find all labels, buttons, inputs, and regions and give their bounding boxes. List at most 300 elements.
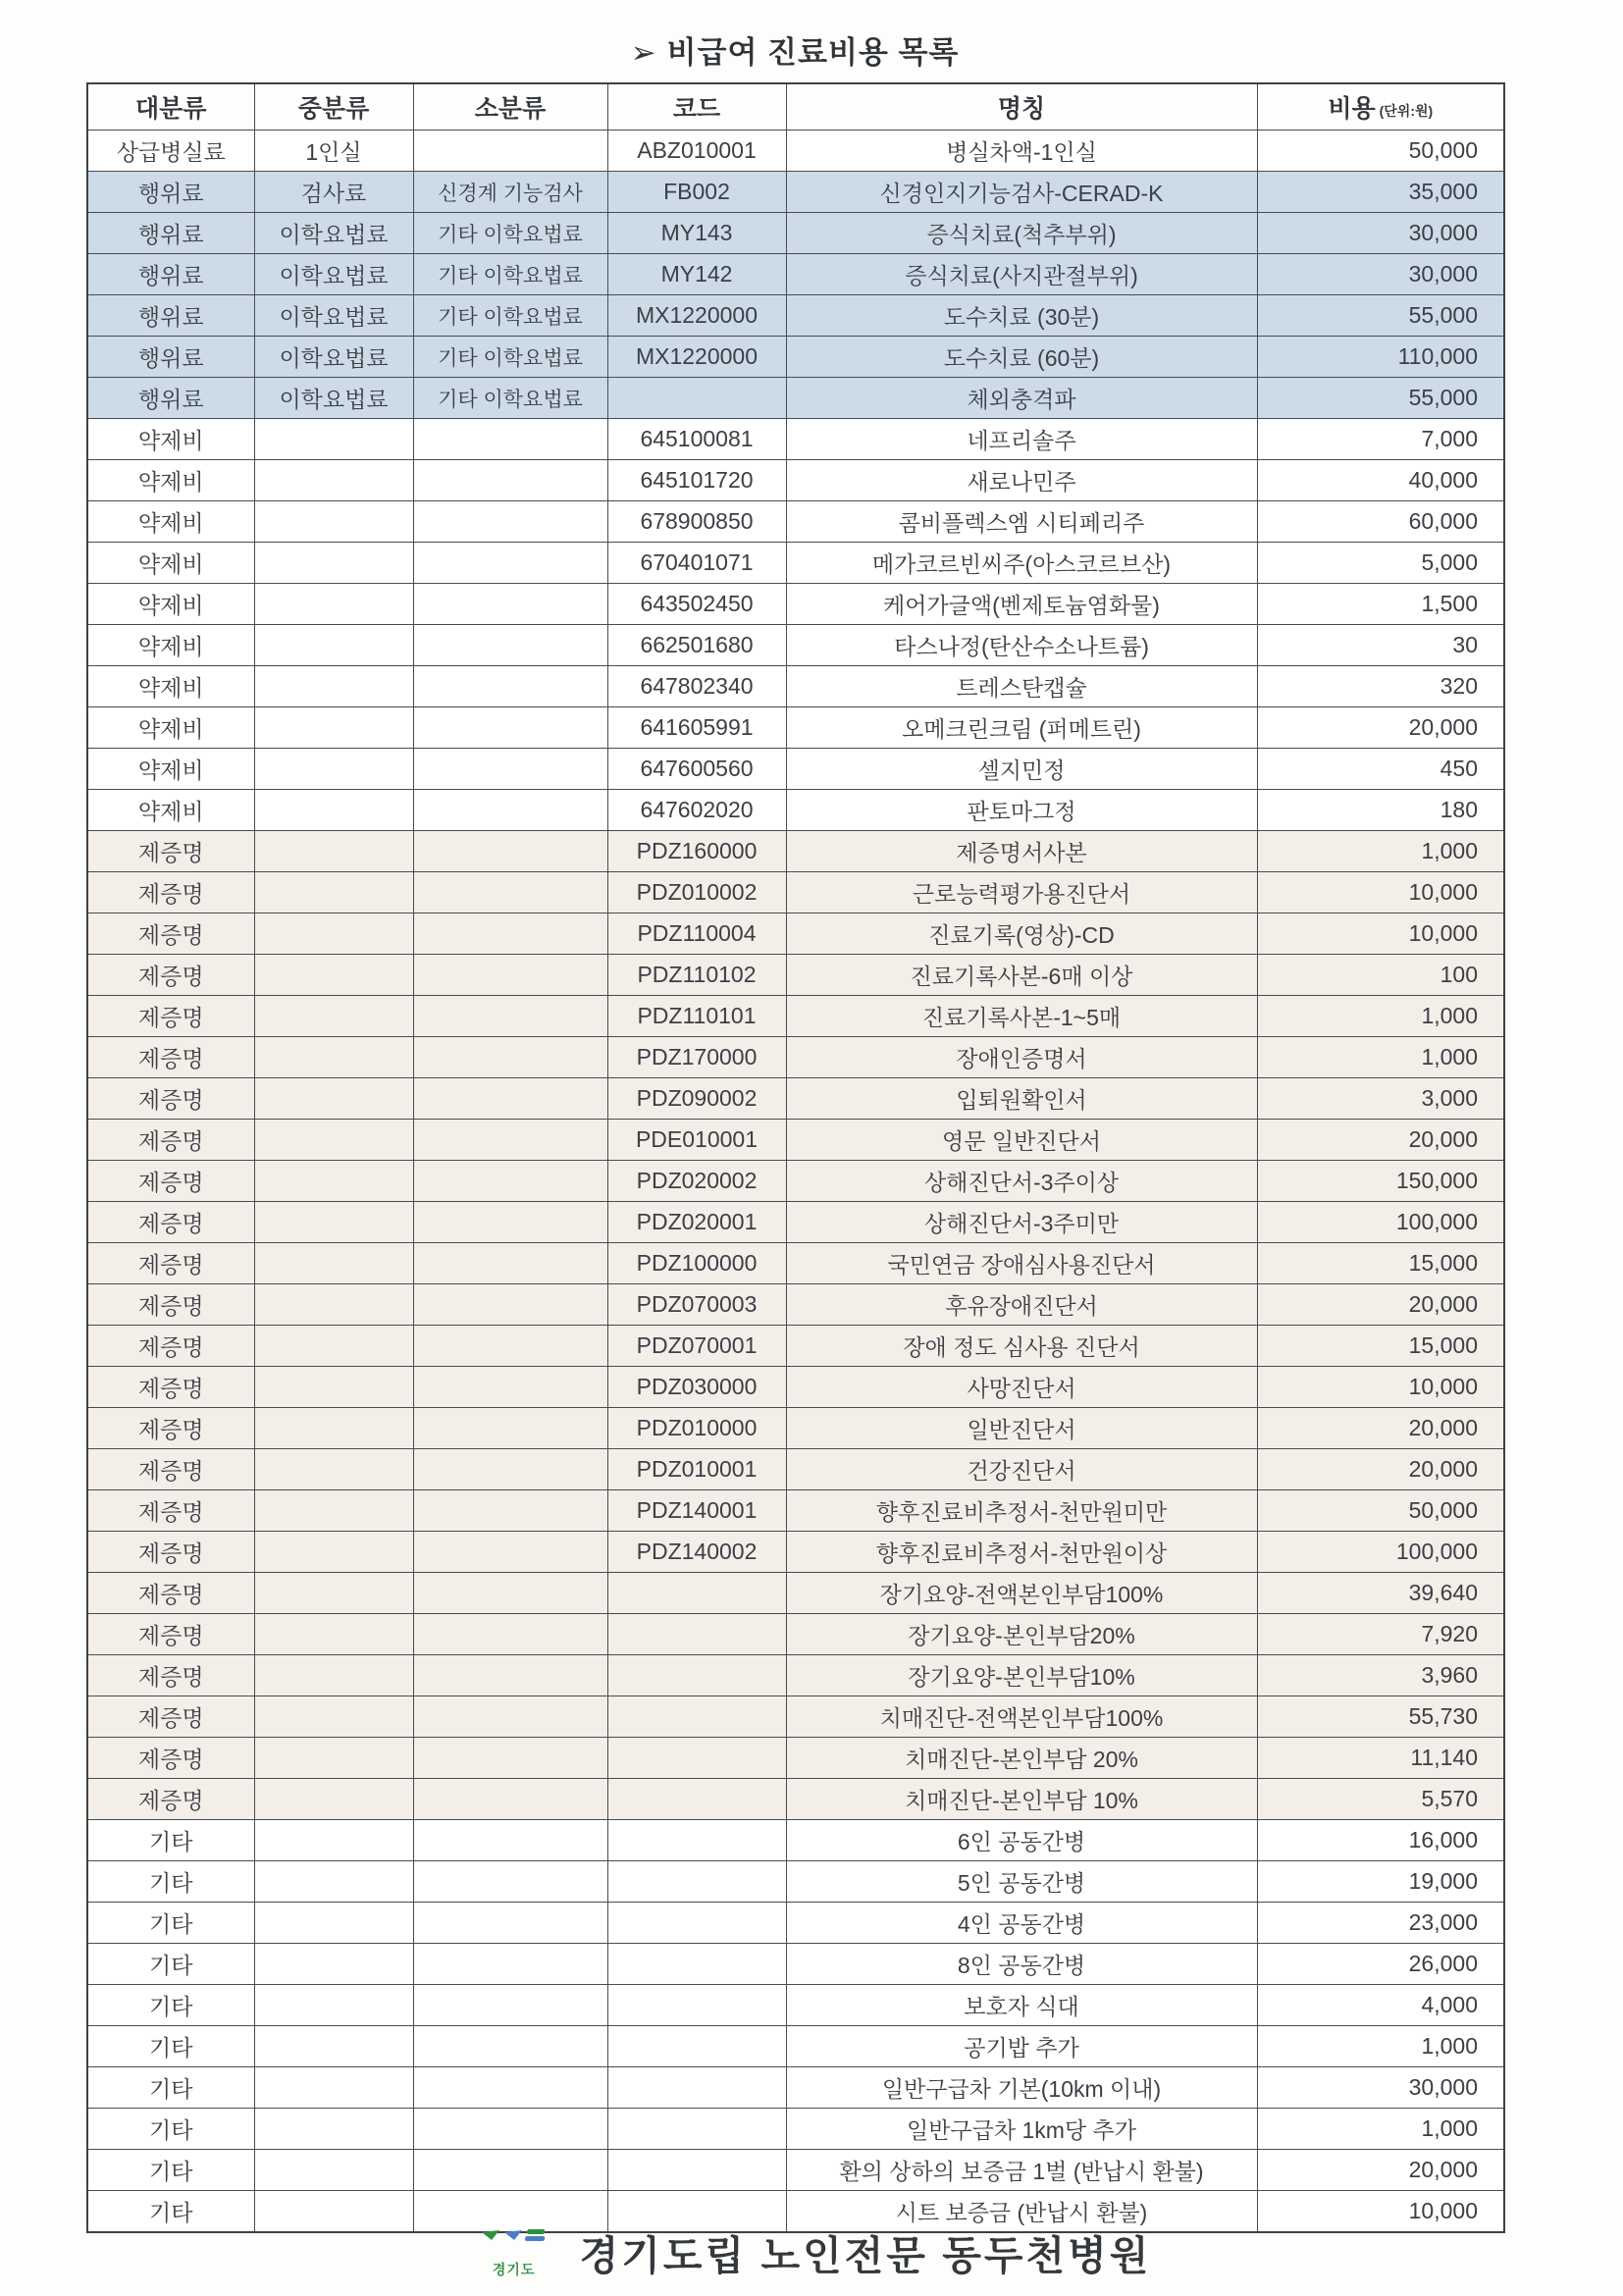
cell-code: PDZ160000 bbox=[607, 831, 786, 872]
table-row bbox=[87, 1284, 1504, 1326]
cell-category-mid bbox=[254, 1779, 413, 1820]
table-row bbox=[87, 831, 1504, 872]
cell-category-mid bbox=[254, 1655, 413, 1696]
page-title bbox=[86, 27, 1503, 72]
cell-cost: 30,000 bbox=[1257, 254, 1504, 295]
cell-category-sub bbox=[413, 1985, 607, 2026]
cell-cost: 7,920 bbox=[1257, 1614, 1504, 1655]
cell-category-major: 약제비 bbox=[87, 666, 254, 707]
cell-name: 병실차액-1인실 bbox=[786, 130, 1257, 172]
cell-code: MX1220000 bbox=[607, 337, 786, 378]
cell-category-mid bbox=[254, 1820, 413, 1861]
cell-category-major: 제증명 bbox=[87, 1573, 254, 1614]
cell-category-major: 제증명 bbox=[87, 831, 254, 872]
cell-category-sub bbox=[413, 913, 607, 955]
cell-name: 6인 공동간병 bbox=[786, 1820, 1257, 1861]
cell-name: 건강진단서 bbox=[786, 1449, 1257, 1490]
cell-category-mid: 이학요법료 bbox=[254, 254, 413, 295]
cell-category-sub bbox=[413, 460, 607, 501]
cell-category-mid bbox=[254, 501, 413, 543]
cell-category-sub: 기타 이학요법료 bbox=[413, 337, 607, 378]
cell-code: ABZ010001 bbox=[607, 130, 786, 172]
cell-category-sub bbox=[413, 1408, 607, 1449]
cell-category-mid: 이학요법료 bbox=[254, 378, 413, 419]
cell-category-mid bbox=[254, 1532, 413, 1573]
cell-category-major: 행위료 bbox=[87, 254, 254, 295]
cell-category-major: 기타 bbox=[87, 2026, 254, 2067]
cell-name: 장애 정도 심사용 진단서 bbox=[786, 1326, 1257, 1367]
cell-category-major: 제증명 bbox=[87, 955, 254, 996]
cell-code bbox=[607, 1614, 786, 1655]
cell-category-mid bbox=[254, 1573, 413, 1614]
cell-cost: 30 bbox=[1257, 625, 1504, 666]
cell-category-major: 제증명 bbox=[87, 1120, 254, 1161]
cell-category-sub bbox=[413, 1078, 607, 1120]
cell-category-major: 기타 bbox=[87, 1944, 254, 1985]
cell-category-mid: 1인실 bbox=[254, 130, 413, 172]
cell-category-sub bbox=[413, 1367, 607, 1408]
cell-category-mid bbox=[254, 2067, 413, 2109]
cell-code: MX1220000 bbox=[607, 295, 786, 337]
table-row bbox=[87, 1573, 1504, 1614]
cell-cost: 1,000 bbox=[1257, 2109, 1504, 2150]
cell-code: 678900850 bbox=[607, 501, 786, 543]
cell-category-major: 약제비 bbox=[87, 707, 254, 749]
cell-category-sub: 신경계 기능검사 bbox=[413, 172, 607, 213]
cell-cost: 11,140 bbox=[1257, 1738, 1504, 1779]
footer bbox=[0, 2223, 1623, 2281]
table-row bbox=[87, 1243, 1504, 1284]
cell-code: 647802340 bbox=[607, 666, 786, 707]
table-row bbox=[87, 337, 1504, 378]
cell-category-sub bbox=[413, 1243, 607, 1284]
table-row bbox=[87, 1655, 1504, 1696]
cell-category-major: 제증명 bbox=[87, 1655, 254, 1696]
cell-category-major: 약제비 bbox=[87, 790, 254, 831]
cell-category-major: 기타 bbox=[87, 1903, 254, 1944]
cell-category-sub bbox=[413, 130, 607, 172]
cell-cost: 30,000 bbox=[1257, 213, 1504, 254]
cell-category-sub bbox=[413, 1820, 607, 1861]
cell-category-sub bbox=[413, 955, 607, 996]
cell-category-mid bbox=[254, 1367, 413, 1408]
cell-cost: 39,640 bbox=[1257, 1573, 1504, 1614]
cell-category-mid: 검사료 bbox=[254, 172, 413, 213]
cell-cost: 110,000 bbox=[1257, 337, 1504, 378]
cell-category-sub bbox=[413, 1037, 607, 1078]
cell-code bbox=[607, 2067, 786, 2109]
table-row bbox=[87, 707, 1504, 749]
cell-code bbox=[607, 1655, 786, 1696]
cell-code bbox=[607, 1944, 786, 1985]
cell-name: 치매진단-본인부담 10% bbox=[786, 1779, 1257, 1820]
cell-code bbox=[607, 2109, 786, 2150]
cell-category-major: 행위료 bbox=[87, 295, 254, 337]
cell-name: 국민연금 장애심사용진단서 bbox=[786, 1243, 1257, 1284]
cell-name: 향후진료비추정서-천만원이상 bbox=[786, 1532, 1257, 1573]
hospital-name: 경기도립 노인전문 동두천병원 bbox=[579, 2233, 1152, 2278]
cell-category-mid bbox=[254, 1078, 413, 1120]
cell-category-mid bbox=[254, 666, 413, 707]
cell-name: 상해진단서-3주이상 bbox=[786, 1161, 1257, 1202]
price-table-body bbox=[87, 130, 1504, 2233]
cell-cost: 20,000 bbox=[1257, 1120, 1504, 1161]
cell-name: 메가코르빈씨주(아스코르브산) bbox=[786, 543, 1257, 584]
header-code: 코드 bbox=[607, 83, 786, 130]
table-row bbox=[87, 1078, 1504, 1120]
cell-code bbox=[607, 1985, 786, 2026]
cell-category-mid bbox=[254, 1490, 413, 1532]
cell-name: 영문 일반진단서 bbox=[786, 1120, 1257, 1161]
cell-code: 645100081 bbox=[607, 419, 786, 460]
cell-name: 도수치료 (30분) bbox=[786, 295, 1257, 337]
cell-category-sub bbox=[413, 1120, 607, 1161]
cell-category-sub bbox=[413, 1284, 607, 1326]
cell-category-mid bbox=[254, 831, 413, 872]
table-row bbox=[87, 2067, 1504, 2109]
cell-cost: 10,000 bbox=[1257, 913, 1504, 955]
table-row bbox=[87, 1120, 1504, 1161]
cell-category-major: 제증명 bbox=[87, 996, 254, 1037]
cell-cost: 55,000 bbox=[1257, 295, 1504, 337]
cell-category-mid bbox=[254, 872, 413, 913]
cell-code bbox=[607, 1820, 786, 1861]
cell-category-major: 약제비 bbox=[87, 584, 254, 625]
table-row bbox=[87, 1161, 1504, 1202]
cell-code bbox=[607, 1738, 786, 1779]
cell-code: 670401071 bbox=[607, 543, 786, 584]
cell-category-sub bbox=[413, 625, 607, 666]
cell-category-major: 기타 bbox=[87, 1861, 254, 1903]
cell-code: 643502450 bbox=[607, 584, 786, 625]
cell-code: PDE010001 bbox=[607, 1120, 786, 1161]
cell-category-major: 제증명 bbox=[87, 1078, 254, 1120]
cell-name: 장기요양-본인부담10% bbox=[786, 1655, 1257, 1696]
cell-category-mid bbox=[254, 584, 413, 625]
cell-category-mid bbox=[254, 2026, 413, 2067]
cell-category-sub bbox=[413, 1326, 607, 1367]
cell-cost: 1,500 bbox=[1257, 584, 1504, 625]
cell-category-mid bbox=[254, 1161, 413, 1202]
cell-code bbox=[607, 1696, 786, 1738]
gyeonggi-logo bbox=[472, 2225, 556, 2279]
cell-category-mid bbox=[254, 460, 413, 501]
header-cost bbox=[1257, 83, 1504, 130]
cell-category-major: 제증명 bbox=[87, 1408, 254, 1449]
cell-category-sub bbox=[413, 1449, 607, 1490]
cell-cost: 5,570 bbox=[1257, 1779, 1504, 1820]
cell-category-sub bbox=[413, 2109, 607, 2150]
cell-category-mid bbox=[254, 1985, 413, 2026]
cell-category-mid bbox=[254, 1449, 413, 1490]
cell-category-major: 기타 bbox=[87, 2150, 254, 2191]
cell-name: 도수치료 (60분) bbox=[786, 337, 1257, 378]
table-header-row bbox=[87, 83, 1504, 130]
cell-code: PDZ070003 bbox=[607, 1284, 786, 1326]
cell-category-sub bbox=[413, 501, 607, 543]
cell-category-mid bbox=[254, 543, 413, 584]
cell-cost: 20,000 bbox=[1257, 1449, 1504, 1490]
cell-name: 일반구급차 기본(10km 이내) bbox=[786, 2067, 1257, 2109]
cell-name: 일반구급차 1km당 추가 bbox=[786, 2109, 1257, 2150]
cell-name: 8인 공동간병 bbox=[786, 1944, 1257, 1985]
cell-cost: 15,000 bbox=[1257, 1326, 1504, 1367]
cell-category-mid: 이학요법료 bbox=[254, 337, 413, 378]
table-row bbox=[87, 666, 1504, 707]
table-row bbox=[87, 1738, 1504, 1779]
cell-category-sub bbox=[413, 707, 607, 749]
cell-category-major: 제증명 bbox=[87, 1202, 254, 1243]
cell-category-mid bbox=[254, 707, 413, 749]
cell-cost: 55,730 bbox=[1257, 1696, 1504, 1738]
cell-name: 제증명서사본 bbox=[786, 831, 1257, 872]
cell-category-mid bbox=[254, 955, 413, 996]
cell-category-major: 제증명 bbox=[87, 1243, 254, 1284]
cell-category-mid bbox=[254, 419, 413, 460]
table-row bbox=[87, 1037, 1504, 1078]
cell-code: 645101720 bbox=[607, 460, 786, 501]
cell-category-major: 제증명 bbox=[87, 1738, 254, 1779]
table-row bbox=[87, 1326, 1504, 1367]
cell-category-major: 기타 bbox=[87, 2109, 254, 2150]
cell-category-sub bbox=[413, 1903, 607, 1944]
cell-category-sub bbox=[413, 2150, 607, 2191]
cell-category-mid bbox=[254, 913, 413, 955]
cell-category-major: 약제비 bbox=[87, 501, 254, 543]
table-row bbox=[87, 2026, 1504, 2067]
cell-category-major: 기타 bbox=[87, 1985, 254, 2026]
cell-name: 신경인지기능검사-CERAD-K bbox=[786, 172, 1257, 213]
cell-code: 641605991 bbox=[607, 707, 786, 749]
cell-cost: 100 bbox=[1257, 955, 1504, 996]
cell-code: PDZ100000 bbox=[607, 1243, 786, 1284]
cell-code: PDZ020001 bbox=[607, 1202, 786, 1243]
cell-name: 장기요양-본인부담20% bbox=[786, 1614, 1257, 1655]
table-row bbox=[87, 1490, 1504, 1532]
cell-cost: 50,000 bbox=[1257, 1490, 1504, 1532]
table-row bbox=[87, 213, 1504, 254]
table-row bbox=[87, 1985, 1504, 2026]
table-row bbox=[87, 419, 1504, 460]
cell-category-major: 제증명 bbox=[87, 1161, 254, 1202]
cell-code: PDZ010001 bbox=[607, 1449, 786, 1490]
cell-cost: 1,000 bbox=[1257, 996, 1504, 1037]
table-row bbox=[87, 2150, 1504, 2191]
table-row bbox=[87, 913, 1504, 955]
cell-code: 647600560 bbox=[607, 749, 786, 790]
cell-category-mid bbox=[254, 1243, 413, 1284]
cell-cost: 450 bbox=[1257, 749, 1504, 790]
cell-category-mid bbox=[254, 1903, 413, 1944]
cell-category-major: 제증명 bbox=[87, 1326, 254, 1367]
non-covered-cost-table bbox=[86, 82, 1505, 2233]
cell-cost: 3,000 bbox=[1257, 1078, 1504, 1120]
cell-category-sub: 기타 이학요법료 bbox=[413, 213, 607, 254]
cell-category-mid bbox=[254, 1037, 413, 1078]
cell-category-mid bbox=[254, 2109, 413, 2150]
cell-category-mid bbox=[254, 1284, 413, 1326]
cell-category-sub bbox=[413, 1655, 607, 1696]
table-row bbox=[87, 1367, 1504, 1408]
cell-code: 647602020 bbox=[607, 790, 786, 831]
cell-category-sub bbox=[413, 2026, 607, 2067]
cell-cost: 20,000 bbox=[1257, 2150, 1504, 2191]
cell-code: PDZ010002 bbox=[607, 872, 786, 913]
cell-name: 근로능력평가용진단서 bbox=[786, 872, 1257, 913]
cell-code bbox=[607, 1903, 786, 1944]
cell-cost: 150,000 bbox=[1257, 1161, 1504, 1202]
cell-category-major: 약제비 bbox=[87, 419, 254, 460]
cell-code bbox=[607, 1861, 786, 1903]
cell-category-sub bbox=[413, 1161, 607, 1202]
cell-code: PDZ030000 bbox=[607, 1367, 786, 1408]
cell-name: 일반진단서 bbox=[786, 1408, 1257, 1449]
cell-code: FB002 bbox=[607, 172, 786, 213]
cell-category-mid bbox=[254, 1696, 413, 1738]
cell-category-major: 제증명 bbox=[87, 872, 254, 913]
table-row bbox=[87, 1820, 1504, 1861]
cell-name: 콤비플렉스엠 시티페리주 bbox=[786, 501, 1257, 543]
cell-cost: 5,000 bbox=[1257, 543, 1504, 584]
cell-category-major: 제증명 bbox=[87, 913, 254, 955]
cell-category-major: 약제비 bbox=[87, 749, 254, 790]
cell-cost: 320 bbox=[1257, 666, 1504, 707]
cell-category-sub bbox=[413, 1944, 607, 1985]
cell-category-major: 제증명 bbox=[87, 1614, 254, 1655]
cell-name: 사망진단서 bbox=[786, 1367, 1257, 1408]
cell-category-sub bbox=[413, 1861, 607, 1903]
cell-category-sub: 기타 이학요법료 bbox=[413, 295, 607, 337]
table-row bbox=[87, 1779, 1504, 1820]
cell-code: PDZ110101 bbox=[607, 996, 786, 1037]
cell-category-major: 행위료 bbox=[87, 172, 254, 213]
cell-cost: 15,000 bbox=[1257, 1243, 1504, 1284]
cell-category-major: 제증명 bbox=[87, 1696, 254, 1738]
cell-category-mid bbox=[254, 1202, 413, 1243]
cell-name: 4인 공동간병 bbox=[786, 1903, 1257, 1944]
table-row bbox=[87, 996, 1504, 1037]
cell-name: 증식치료(척추부위) bbox=[786, 213, 1257, 254]
cell-name: 치매진단-본인부담 20% bbox=[786, 1738, 1257, 1779]
cell-code: MY142 bbox=[607, 254, 786, 295]
cell-cost: 7,000 bbox=[1257, 419, 1504, 460]
table-row bbox=[87, 1903, 1504, 1944]
cell-category-major: 행위료 bbox=[87, 378, 254, 419]
table-row bbox=[87, 378, 1504, 419]
cell-category-mid bbox=[254, 749, 413, 790]
cell-category-sub bbox=[413, 1696, 607, 1738]
cell-cost: 10,000 bbox=[1257, 872, 1504, 913]
cell-cost: 10,000 bbox=[1257, 2191, 1504, 2233]
cell-name: 셀지민정 bbox=[786, 749, 1257, 790]
cell-category-sub bbox=[413, 419, 607, 460]
cell-cost: 10,000 bbox=[1257, 1367, 1504, 1408]
cell-name: 진료기록사본-6매 이상 bbox=[786, 955, 1257, 996]
table-row bbox=[87, 872, 1504, 913]
cell-code bbox=[607, 1573, 786, 1614]
cell-name: 증식치료(사지관절부위) bbox=[786, 254, 1257, 295]
cell-category-major: 상급병실료 bbox=[87, 130, 254, 172]
cell-cost: 55,000 bbox=[1257, 378, 1504, 419]
table-row bbox=[87, 254, 1504, 295]
cell-cost: 30,000 bbox=[1257, 2067, 1504, 2109]
table-row bbox=[87, 295, 1504, 337]
cell-category-sub bbox=[413, 790, 607, 831]
cell-category-sub bbox=[413, 749, 607, 790]
cell-category-sub: 기타 이학요법료 bbox=[413, 254, 607, 295]
cell-cost: 1,000 bbox=[1257, 831, 1504, 872]
table-row bbox=[87, 955, 1504, 996]
cell-category-mid bbox=[254, 1738, 413, 1779]
cell-category-mid bbox=[254, 1120, 413, 1161]
cell-category-mid bbox=[254, 1408, 413, 1449]
cell-category-major: 기타 bbox=[87, 2191, 254, 2233]
cell-category-major: 약제비 bbox=[87, 460, 254, 501]
table-row bbox=[87, 1449, 1504, 1490]
cell-category-sub: 기타 이학요법료 bbox=[413, 378, 607, 419]
table-row bbox=[87, 543, 1504, 584]
cell-code: PDZ070001 bbox=[607, 1326, 786, 1367]
cell-code: 662501680 bbox=[607, 625, 786, 666]
cell-name: 시트 보증금 (반납시 환불) bbox=[786, 2191, 1257, 2233]
cell-cost: 100,000 bbox=[1257, 1532, 1504, 1573]
table-row bbox=[87, 172, 1504, 213]
table-row bbox=[87, 501, 1504, 543]
cell-code: PDZ140001 bbox=[607, 1490, 786, 1532]
table-row bbox=[87, 1532, 1504, 1573]
table-row bbox=[87, 749, 1504, 790]
cell-name: 향후진료비추정서-천만원미만 bbox=[786, 1490, 1257, 1532]
cell-cost: 16,000 bbox=[1257, 1820, 1504, 1861]
gyeonggi-logo-icon bbox=[479, 2225, 550, 2259]
cell-name: 타스나정(탄산수소나트륨) bbox=[786, 625, 1257, 666]
cell-name: 오메크린크림 (퍼메트린) bbox=[786, 707, 1257, 749]
table-row bbox=[87, 1861, 1504, 1903]
cell-name: 판토마그정 bbox=[786, 790, 1257, 831]
cell-code: PDZ090002 bbox=[607, 1078, 786, 1120]
cell-category-major: 제증명 bbox=[87, 1532, 254, 1573]
cell-category-sub bbox=[413, 1532, 607, 1573]
cell-name: 공기밥 추가 bbox=[786, 2026, 1257, 2067]
header-name: 명칭 bbox=[786, 83, 1257, 130]
cell-name: 케어가글액(벤제토늄염화물) bbox=[786, 584, 1257, 625]
table-row bbox=[87, 1944, 1504, 1985]
cell-category-major: 행위료 bbox=[87, 213, 254, 254]
cell-category-major: 제증명 bbox=[87, 1284, 254, 1326]
cell-name: 네프리솔주 bbox=[786, 419, 1257, 460]
cell-category-sub bbox=[413, 1490, 607, 1532]
header-cost-unit: (단위:원) bbox=[1379, 103, 1434, 119]
cell-category-mid bbox=[254, 1944, 413, 1985]
cell-category-sub bbox=[413, 543, 607, 584]
cell-cost: 19,000 bbox=[1257, 1861, 1504, 1903]
table-row bbox=[87, 584, 1504, 625]
cell-category-sub bbox=[413, 996, 607, 1037]
cell-category-major: 약제비 bbox=[87, 625, 254, 666]
cell-category-major: 기타 bbox=[87, 2067, 254, 2109]
cell-cost: 23,000 bbox=[1257, 1903, 1504, 1944]
cell-category-sub bbox=[413, 666, 607, 707]
cell-category-mid bbox=[254, 996, 413, 1037]
cell-cost: 40,000 bbox=[1257, 460, 1504, 501]
cell-category-sub bbox=[413, 831, 607, 872]
cell-name: 장기요양-전액본인부담100% bbox=[786, 1573, 1257, 1614]
table-row bbox=[87, 1202, 1504, 1243]
cell-name: 보호자 식대 bbox=[786, 1985, 1257, 2026]
cell-cost: 26,000 bbox=[1257, 1944, 1504, 1985]
cell-category-major: 제증명 bbox=[87, 1779, 254, 1820]
cell-category-mid bbox=[254, 1326, 413, 1367]
